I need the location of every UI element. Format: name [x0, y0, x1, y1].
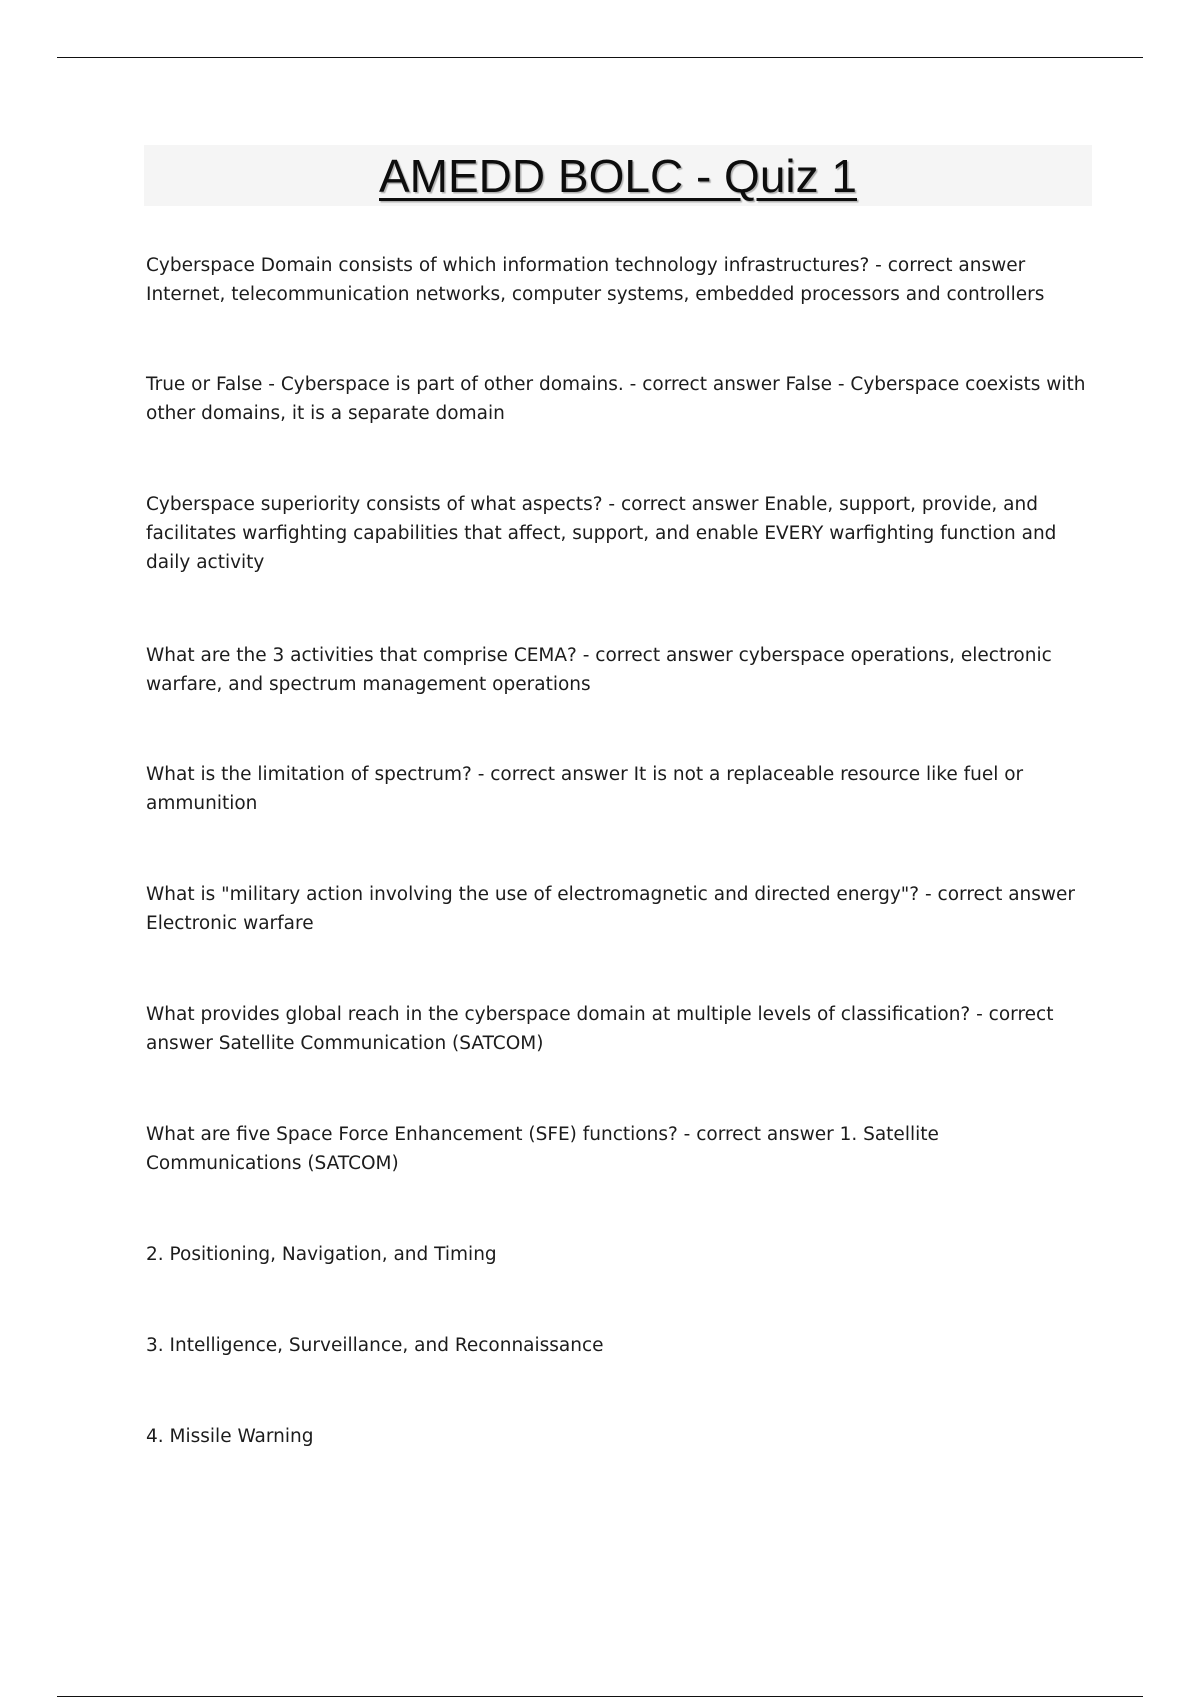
list-item-2: 2. Positioning, Navigation, and Timing [146, 1244, 497, 1265]
qa-item-8: What are five Space Force Enhancement (SFE) functions? - correct answer 1. Satellite Communications (SATCOM) [146, 1124, 939, 1174]
qa-item-7: What provides global reach in the cyberspace domain at multiple levels of classification? - correct answer Satellite Communication (SATCOM) [146, 1004, 1054, 1054]
top-divider [57, 57, 1143, 58]
qa-item-6: What is "military action involving the use of electromagnetic and directed energy"? - correct answer Electronic warfare [146, 884, 1076, 934]
qa-item-5: What is the limitation of spectrum? - correct answer It is not a replaceable resource like fuel or ammunition [146, 764, 1024, 814]
bottom-divider [57, 1696, 1143, 1697]
qa-item-3: Cyberspace superiority consists of what aspects? - correct answer Enable, support, provide, and facilitates warfighting capabilities that affect, support, and enable EVERY warfighting function and daily activity [146, 494, 1057, 573]
list-item-4: 4. Missile Warning [146, 1426, 314, 1447]
page-title: AMEDD BOLC - Quiz 1 [379, 149, 857, 202]
qa-item-2: True or False - Cyberspace is part of other domains. - correct answer False - Cyberspace coexists with other domains, it is a separate domain [146, 374, 1086, 424]
title-banner [144, 145, 1092, 206]
qa-item-4: What are the 3 activities that comprise CEMA? - correct answer cyberspace operations, electronic warfare, and spectrum management operations [146, 645, 1052, 695]
qa-item-1: Cyberspace Domain consists of which information technology infrastructures? - correct answer Internet, telecommunication networks, computer systems, embedded processors and controllers [146, 255, 1045, 305]
list-item-3: 3. Intelligence, Surveillance, and Reconnaissance [146, 1335, 604, 1356]
